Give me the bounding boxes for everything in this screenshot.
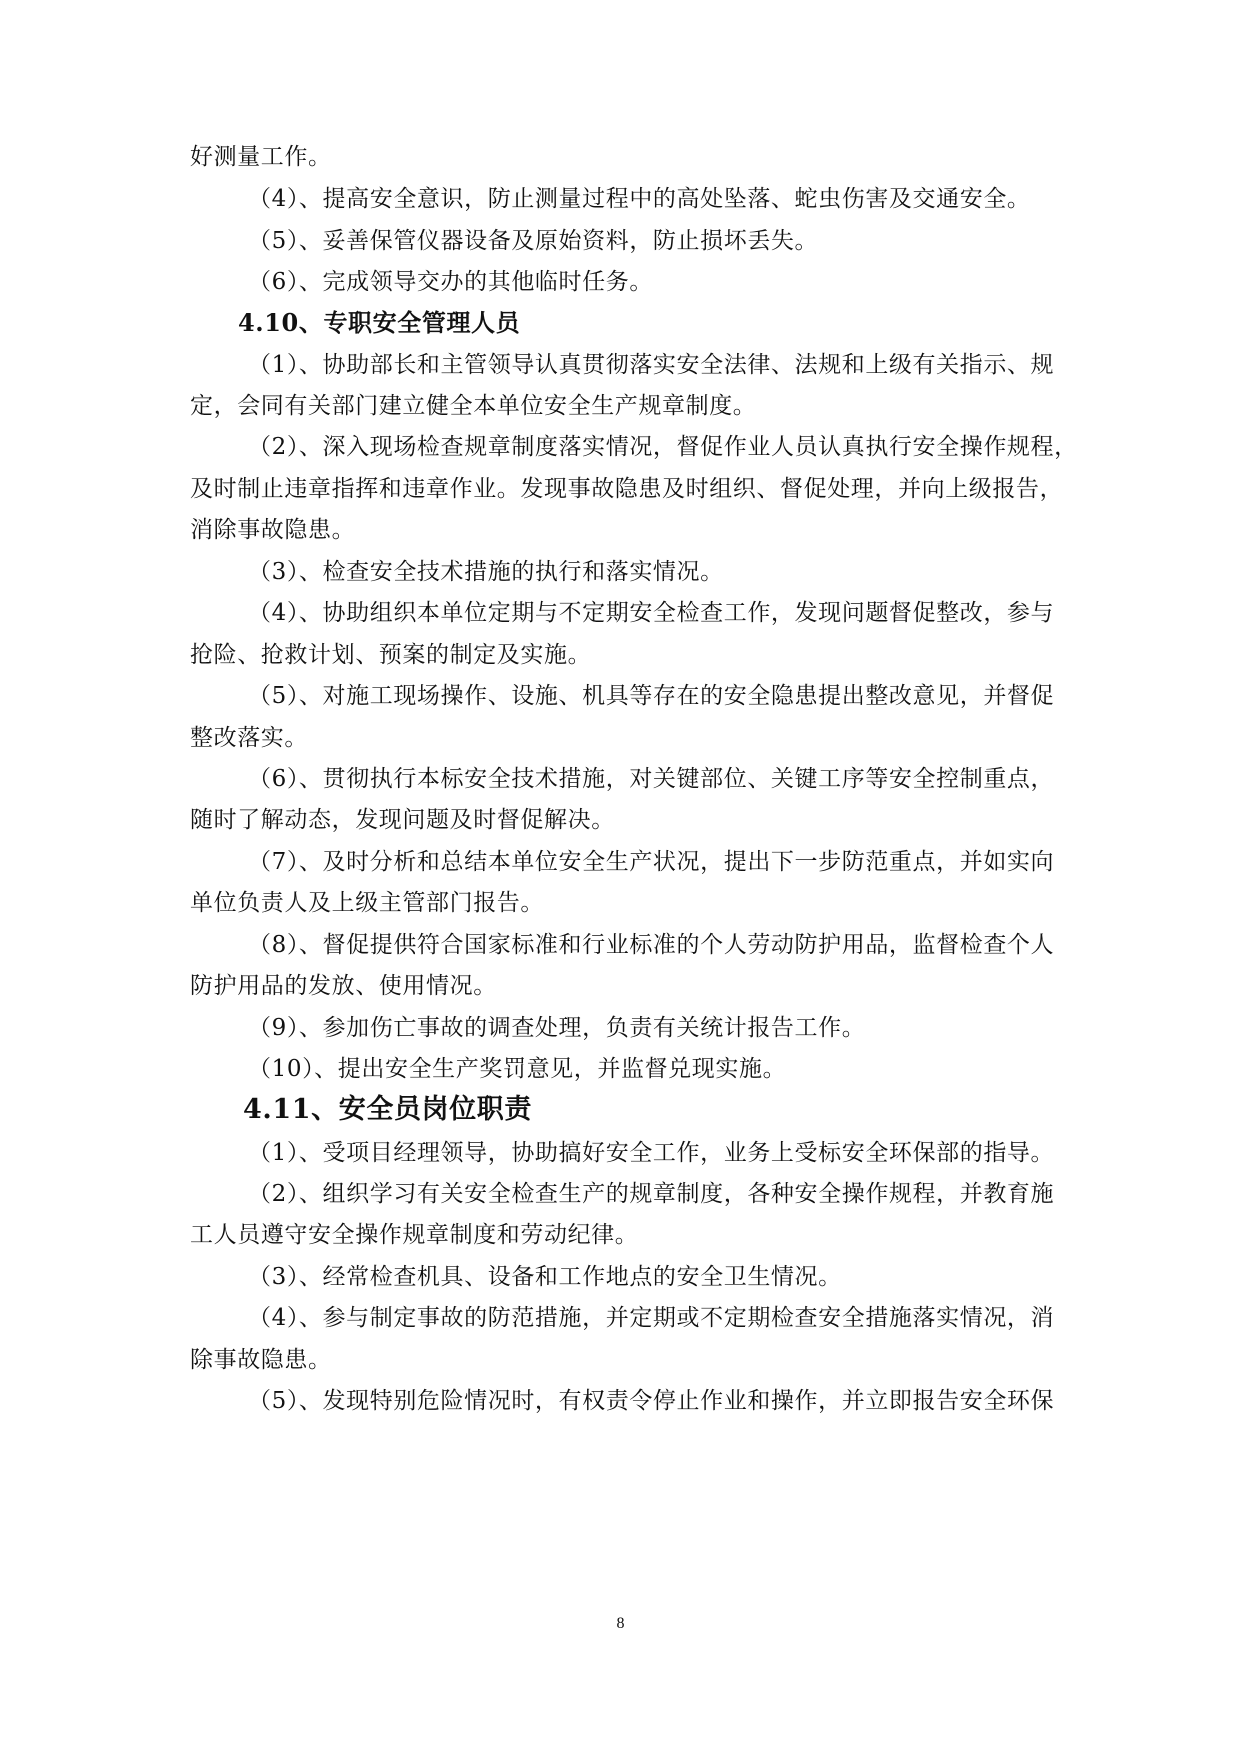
text-line: （4）、参与制定事故的防范措施，并定期或不定期检查安全措施落实情况，消 bbox=[248, 1305, 1055, 1331]
text-line: 工人员遵守安全操作规章制度和劳动纪律。 bbox=[190, 1222, 639, 1248]
text-line: 定，会同有关部门建立健全本单位安全生产规章制度。 bbox=[190, 393, 757, 419]
text-line: 除事故隐患。 bbox=[190, 1347, 332, 1373]
text-line: （4）、提高安全意识，防止测量过程中的高处坠落、蛇虫伤害及交通安全。 bbox=[248, 186, 1031, 212]
text-line: 好测量工作。 bbox=[190, 144, 332, 170]
text-line: 抢险、抢救计划、预案的制定及实施。 bbox=[190, 642, 592, 668]
section-heading: 4.11、安全员岗位职责 bbox=[243, 1094, 532, 1125]
text-line: （5）、发现特别危险情况时，有权责令停止作业和操作，并立即报告安全环保 bbox=[248, 1388, 1055, 1414]
text-line: （6）、完成领导交办的其他临时任务。 bbox=[248, 269, 653, 295]
text-line: （8）、督促提供符合国家标准和行业标准的个人劳动防护用品，监督检查个人 bbox=[248, 932, 1055, 958]
page-number: 8 bbox=[616, 1615, 625, 1632]
text-line: （1）、受项目经理领导，协助搞好安全工作，业务上受标安全环保部的指导。 bbox=[248, 1140, 1055, 1166]
text-line: （4）、协助组织本单位定期与不定期安全检查工作，发现问题督促整改，参与 bbox=[248, 600, 1055, 626]
text-line: 整改落实。 bbox=[190, 725, 308, 751]
section-heading: 4.10、专职安全管理人员 bbox=[238, 308, 521, 337]
text-line: 消除事故隐患。 bbox=[190, 517, 356, 543]
text-line: （5）、妥善保管仪器设备及原始资料，防止损坏丢失。 bbox=[248, 228, 819, 254]
text-line: （2）、深入现场检查规章制度落实情况，督促作业人员认真执行安全操作规程， bbox=[248, 434, 1078, 460]
text-line: 单位负责人及上级主管部门报告。 bbox=[190, 890, 544, 916]
text-line: （3）、经常检查机具、设备和工作地点的安全卫生情况。 bbox=[248, 1264, 842, 1290]
text-line: 防护用品的发放、使用情况。 bbox=[190, 973, 497, 999]
text-line: （1）、协助部长和主管领导认真贯彻落实安全法律、法规和上级有关指示、规 bbox=[248, 352, 1055, 378]
text-line: 随时了解动态，发现问题及时督促解决。 bbox=[190, 807, 615, 833]
text-line: 及时制止违章指挥和违章作业。发现事故隐患及时组织、督促处理，并向上级报告， bbox=[190, 476, 1064, 502]
text-line: （9）、参加伤亡事故的调查处理，负责有关统计报告工作。 bbox=[248, 1015, 866, 1041]
text-line: （3）、检查安全技术措施的执行和落实情况。 bbox=[248, 559, 724, 585]
text-line: （2）、组织学习有关安全检查生产的规章制度，各种安全操作规程，并教育施 bbox=[248, 1181, 1055, 1207]
text-line: （5）、对施工现场操作、设施、机具等存在的安全隐患提出整改意见，并督促 bbox=[248, 683, 1055, 709]
text-line: （7）、及时分析和总结本单位安全生产状况，提出下一步防范重点，并如实向 bbox=[248, 849, 1055, 875]
text-line: （6）、贯彻执行本标安全技术措施，对关键部位、关键工序等安全控制重点， bbox=[248, 766, 1055, 792]
text-line: （10）、提出安全生产奖罚意见，并监督兑现实施。 bbox=[248, 1056, 787, 1082]
